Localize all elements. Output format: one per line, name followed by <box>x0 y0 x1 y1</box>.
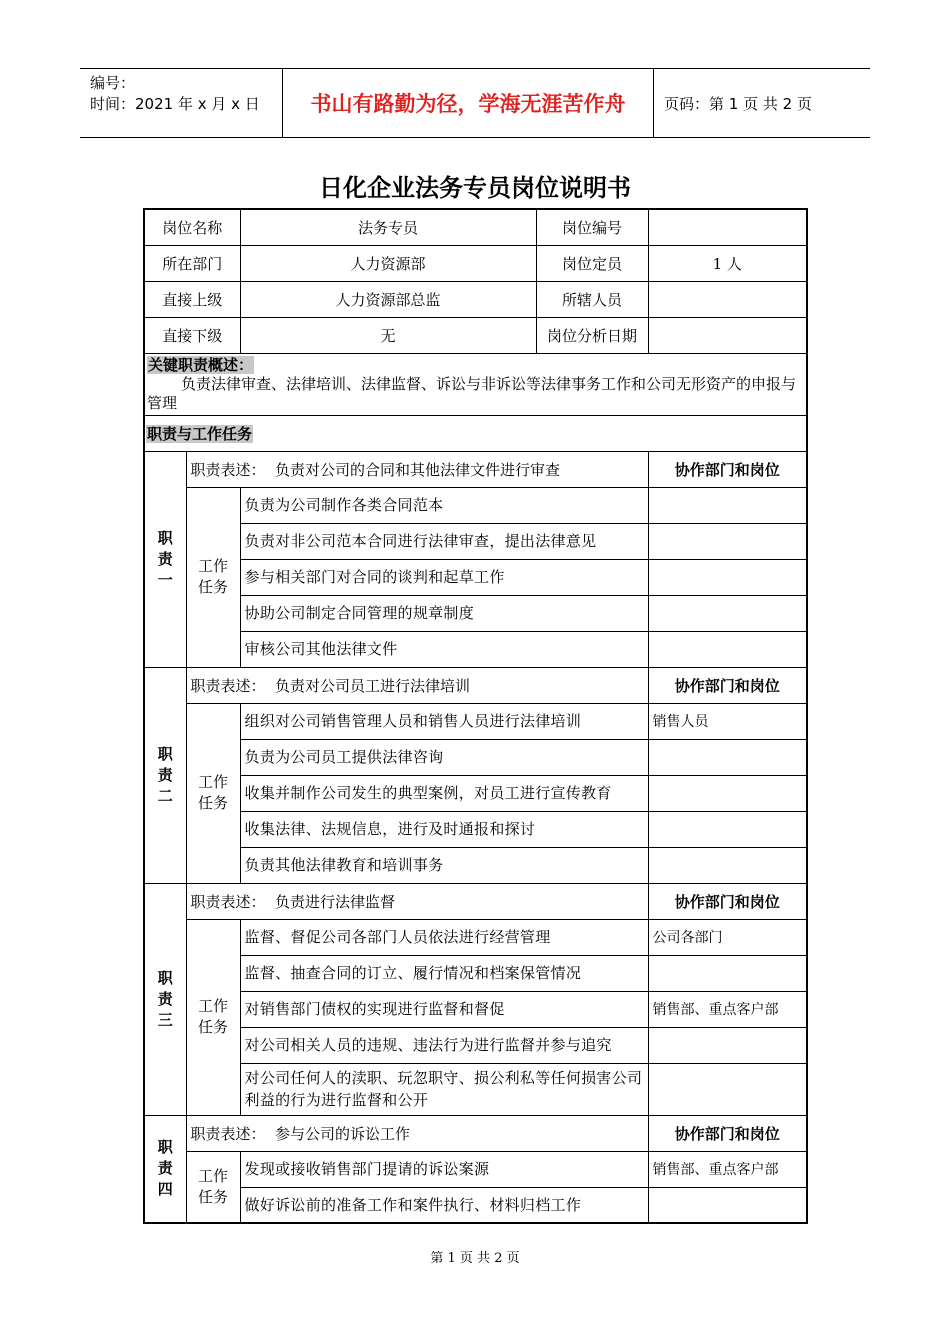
task-row <box>144 739 807 775</box>
duty-desc-row <box>144 451 807 487</box>
task-coop <box>648 523 807 559</box>
task-text: 收集法律、法规信息，进行及时通报和探讨 <box>240 811 648 847</box>
section-row <box>144 415 807 451</box>
task-text: 对公司任何人的渎职、玩忽职守、损公利私等任何损害公司利益的行为进行监督和公开 <box>240 1063 648 1115</box>
task-coop <box>648 847 807 883</box>
job-description-table <box>143 208 808 1224</box>
basic-row <box>144 209 807 245</box>
duty-description: 职责表述： 负责进行法律监督 <box>186 883 648 919</box>
duty-name-text: 职责二 <box>157 744 173 805</box>
coop-header: 协作部门和岗位 <box>648 667 807 703</box>
task-label <box>186 919 240 1115</box>
field-value: 法务专员 <box>240 209 536 245</box>
field-label: 岗位名称 <box>144 209 240 245</box>
field-label: 岗位分析日期 <box>536 317 648 353</box>
task-row <box>144 811 807 847</box>
task-coop <box>648 775 807 811</box>
task-row <box>144 487 807 523</box>
duty-desc-row <box>144 667 807 703</box>
field-label: 直接上级 <box>144 281 240 317</box>
field-label: 所在部门 <box>144 245 240 281</box>
task-coop: 销售人员 <box>648 703 807 739</box>
duty-name <box>144 667 186 883</box>
task-coop <box>648 955 807 991</box>
task-text: 组织对公司销售管理人员和销售人员进行法律培训 <box>240 703 648 739</box>
task-row <box>144 703 807 739</box>
field-value <box>648 317 807 353</box>
task-label <box>186 487 240 667</box>
duty-description: 职责表述： 负责对公司员工进行法律培训 <box>186 667 648 703</box>
task-row <box>144 631 807 667</box>
summary-text: 负责法律审查、法律培训、法律监督、诉讼与非诉讼等法律事务工作和公司无形资产的申报与管理 <box>147 374 797 412</box>
duty-name <box>144 451 186 667</box>
task-text: 审核公司其他法律文件 <box>240 631 648 667</box>
field-value: 人力资源部总监 <box>240 281 536 317</box>
coop-header: 协作部门和岗位 <box>648 1115 807 1151</box>
task-coop: 销售部、重点客户部 <box>648 991 807 1027</box>
duty-desc-row <box>144 883 807 919</box>
task-text: 对销售部门债权的实现进行监督和督促 <box>240 991 648 1027</box>
summary-cell <box>144 353 807 415</box>
document-title: 日化企业法务专员岗位说明书 <box>319 174 631 202</box>
task-text: 负责为公司制作各类合同范本 <box>240 487 648 523</box>
task-row <box>144 559 807 595</box>
number-label: 编号： <box>90 74 136 92</box>
field-value <box>648 281 807 317</box>
page-header <box>80 68 870 138</box>
task-text: 监督、督促公司各部门人员依法进行经营管理 <box>240 919 648 955</box>
task-label <box>186 1151 240 1223</box>
field-label: 直接下级 <box>144 317 240 353</box>
task-row <box>144 1187 807 1223</box>
task-label-text: 工作任务 <box>198 997 229 1036</box>
basic-row <box>144 317 807 353</box>
basic-row <box>144 245 807 281</box>
page-info: 页码：第 1 页 共 2 页 <box>664 94 812 113</box>
basic-row <box>144 281 807 317</box>
duty-name-text: 职责三 <box>157 968 173 1029</box>
task-row <box>144 523 807 559</box>
field-label: 岗位定员 <box>536 245 648 281</box>
task-text: 协助公司制定合同管理的规章制度 <box>240 595 648 631</box>
slogan: 书山有路勤为径，学海无涯苦作舟 <box>283 69 654 137</box>
task-label-text: 工作任务 <box>198 773 229 812</box>
task-text: 发现或接收销售部门提请的诉讼案源 <box>240 1151 648 1187</box>
duty-description: 职责表述： 参与公司的诉讼工作 <box>186 1115 648 1151</box>
section-cell <box>144 415 807 451</box>
task-label-text: 工作任务 <box>198 557 229 596</box>
task-label <box>186 703 240 883</box>
field-value: 无 <box>240 317 536 353</box>
task-row <box>144 955 807 991</box>
task-text: 负责其他法律教育和培训事务 <box>240 847 648 883</box>
duty-name-text: 职责四 <box>157 1138 173 1199</box>
coop-header: 协作部门和岗位 <box>648 883 807 919</box>
task-text: 做好诉讼前的准备工作和案件执行、材料归档工作 <box>240 1187 648 1223</box>
field-label: 岗位编号 <box>536 209 648 245</box>
task-coop <box>648 1027 807 1063</box>
field-value: 1 人 <box>648 245 807 281</box>
duty-name-text: 职责一 <box>157 528 173 589</box>
task-row <box>144 1063 807 1115</box>
duty-name <box>144 883 186 1115</box>
task-coop <box>648 487 807 523</box>
field-value <box>648 209 807 245</box>
task-row <box>144 991 807 1027</box>
header-meta <box>80 69 283 137</box>
section-label: 职责与工作任务 <box>147 424 253 443</box>
task-coop <box>648 559 807 595</box>
task-row <box>144 919 807 955</box>
task-coop <box>648 595 807 631</box>
task-row <box>144 775 807 811</box>
summary-row <box>144 353 807 415</box>
field-label: 所辖人员 <box>536 281 648 317</box>
task-row <box>144 1027 807 1063</box>
summary-label: 关键职责概述： <box>148 355 254 374</box>
task-text: 负责对非公司范本合同进行法律审查，提出法律意见 <box>240 523 648 559</box>
task-coop <box>648 739 807 775</box>
duty-description: 职责表述： 负责对公司的合同和其他法律文件进行审查 <box>186 451 648 487</box>
task-label-text: 工作任务 <box>198 1166 229 1206</box>
task-coop: 销售部、重点客户部 <box>648 1151 807 1187</box>
coop-header: 协作部门和岗位 <box>648 451 807 487</box>
task-text: 对公司相关人员的违规、违法行为进行监督并参与追究 <box>240 1027 648 1063</box>
task-coop <box>648 1063 807 1115</box>
duty-desc-row <box>144 1115 807 1151</box>
task-coop: 公司各部门 <box>648 919 807 955</box>
task-text: 负责为公司员工提供法律咨询 <box>240 739 648 775</box>
time-label: 时间：2021 年 x 月 x 日 <box>90 95 260 113</box>
task-row <box>144 1151 807 1187</box>
duty-name <box>144 1115 186 1223</box>
task-coop <box>648 631 807 667</box>
task-row <box>144 847 807 883</box>
task-row <box>144 595 807 631</box>
task-text: 监督、抽查合同的订立、履行情况和档案保管情况 <box>240 955 648 991</box>
task-text: 参与相关部门对合同的谈判和起草工作 <box>240 559 648 595</box>
task-coop <box>648 811 807 847</box>
task-coop <box>648 1187 807 1223</box>
field-value: 人力资源部 <box>240 245 536 281</box>
task-text: 收集并制作公司发生的典型案例，对员工进行宣传教育 <box>240 775 648 811</box>
page-footer: 第 1 页 共 2 页 <box>430 1251 520 1266</box>
